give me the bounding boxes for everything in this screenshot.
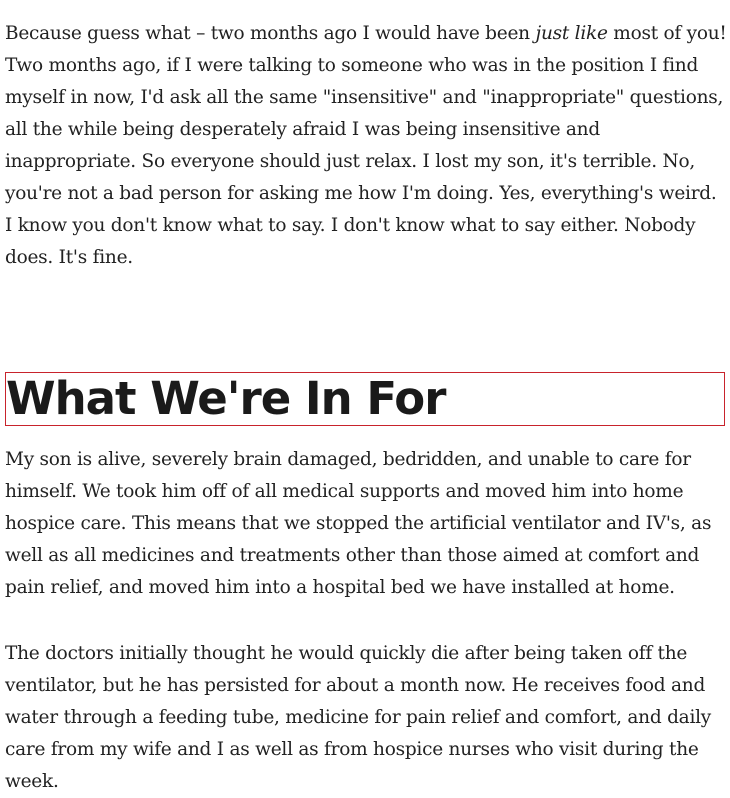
article-body bbox=[5, 18, 727, 798]
section-heading: What We're In For bbox=[6, 372, 446, 425]
section-heading-box bbox=[5, 372, 725, 426]
intro-emphasis-text: just like bbox=[535, 23, 608, 44]
intro-paragraph bbox=[5, 18, 727, 274]
body-paragraph-2: The doctors initially thought he would quickly die after being taken off the ventilator, but he has persisted for about a month now. He receives food and water through a feeding tube, medicine for pain relief and comfort, and daily care from my wife and I as well as from hospice nurses who visit during the week. bbox=[5, 643, 711, 792]
body-paragraph-1: My son is alive, severely brain damaged, bedridden, and unable to care for himself. We took him off of all medical supports and moved him into home hospice care. This means that we stopped the artificial ventilator and IV's, as well as all medicines and treatments other than those aimed at comfort and pain relief, and moved him into a hospital bed we have installed at home. bbox=[5, 449, 712, 598]
intro-rest-text: most of you! Two months ago, if I were talking to someone who was in the position I find myself in now, I'd ask all the same "insensitive" and "inappropriate" questions, all the while being desperately afraid I was being insensitive and inappropriate. So everyone should just relax. I lost my son, it's terrible. No, you're not a bad person for asking me how I'm doing. Yes, everything's weird. I know you don't know what to say. I don't know what to say either. Nobody does. It's fine. bbox=[5, 23, 727, 268]
intro-lead-text: Because guess what – two months ago I would have been bbox=[5, 23, 536, 44]
